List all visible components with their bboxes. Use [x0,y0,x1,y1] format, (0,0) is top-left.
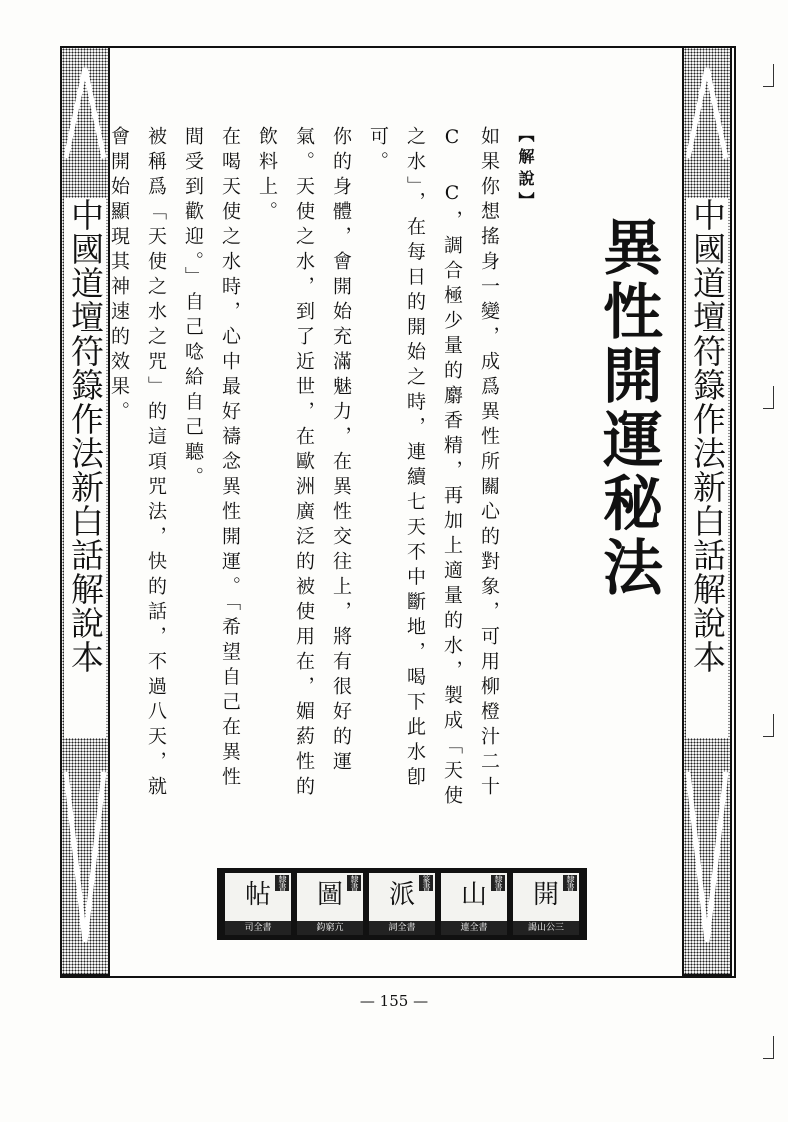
seal-stamp [513,873,579,935]
book-title-right: 中國道壇符籙作法新白話解說本 [686,198,728,738]
seal-caption: 連全書 [441,921,507,935]
seal-glyph: 派 [388,880,415,910]
paragraph: 如果你想搖身一變，成爲異性所關心的對象，可用柳橙汁二十C C，調合極少量的麝香精，再加上適量的水，製成「天使之水」，在每日的開始之時，連續七天不中斷地，喝下此水卽可。 [367,126,500,810]
page-number: — 155 — [359,992,429,1010]
paragraph: 你的身體，會開始充滿魅力，在異性交往上，將有很好的運氣。天使之水，到了近世，在歐洲廣泛的被使用在，媚葯性的飲料上。 [256,126,352,801]
book-title-left: 中國道壇符籙作法新白話解說本 [64,198,106,738]
seal-stamp [225,873,291,935]
binding-mark [763,64,774,87]
seal-glyph: 開 [532,880,559,910]
binding-mark [763,1036,774,1059]
paragraph: 被稱爲「天使之水之咒」的這項咒法，快的話，不過八天，就會開始顯現其神速的效果。 [108,126,167,801]
seal-stamp [297,873,363,935]
seal-caption: 謁山公三 [513,921,579,935]
seal-glyph: 帖 [244,880,271,910]
seal-tag: 隸書 [347,875,361,891]
seal-caption: 詞全書 [369,921,435,935]
seal-tag: 隸書 [563,875,577,891]
section-heading: 【解說】 [516,126,535,214]
paragraph: 在喝天使之水時，心中最好禱念異性開運。「希望自己在異性間受到歡迎。」自己唸給自己聽。 [182,126,241,792]
seal-tag: 隸書 [491,875,505,891]
seal-glyph: 山 [460,880,487,910]
seal-tag: 隸書 [275,875,289,891]
seal-stamp [369,873,435,935]
chapter-title: 異性開運秘法 [593,216,663,600]
seal-tag: 篆書 [419,875,433,891]
binding-mark [763,714,774,737]
chevron-down-icon [684,742,730,972]
body-text [108,126,544,816]
chevron-up-icon [684,48,730,198]
right-border-panel [682,46,732,976]
seal-stamp [441,873,507,935]
seal-strip [217,868,587,940]
seal-caption: 鈞窮亢 [297,921,363,935]
seal-glyph: 圖 [316,880,343,910]
binding-mark [763,386,774,409]
seal-caption: 司全書 [225,921,291,935]
